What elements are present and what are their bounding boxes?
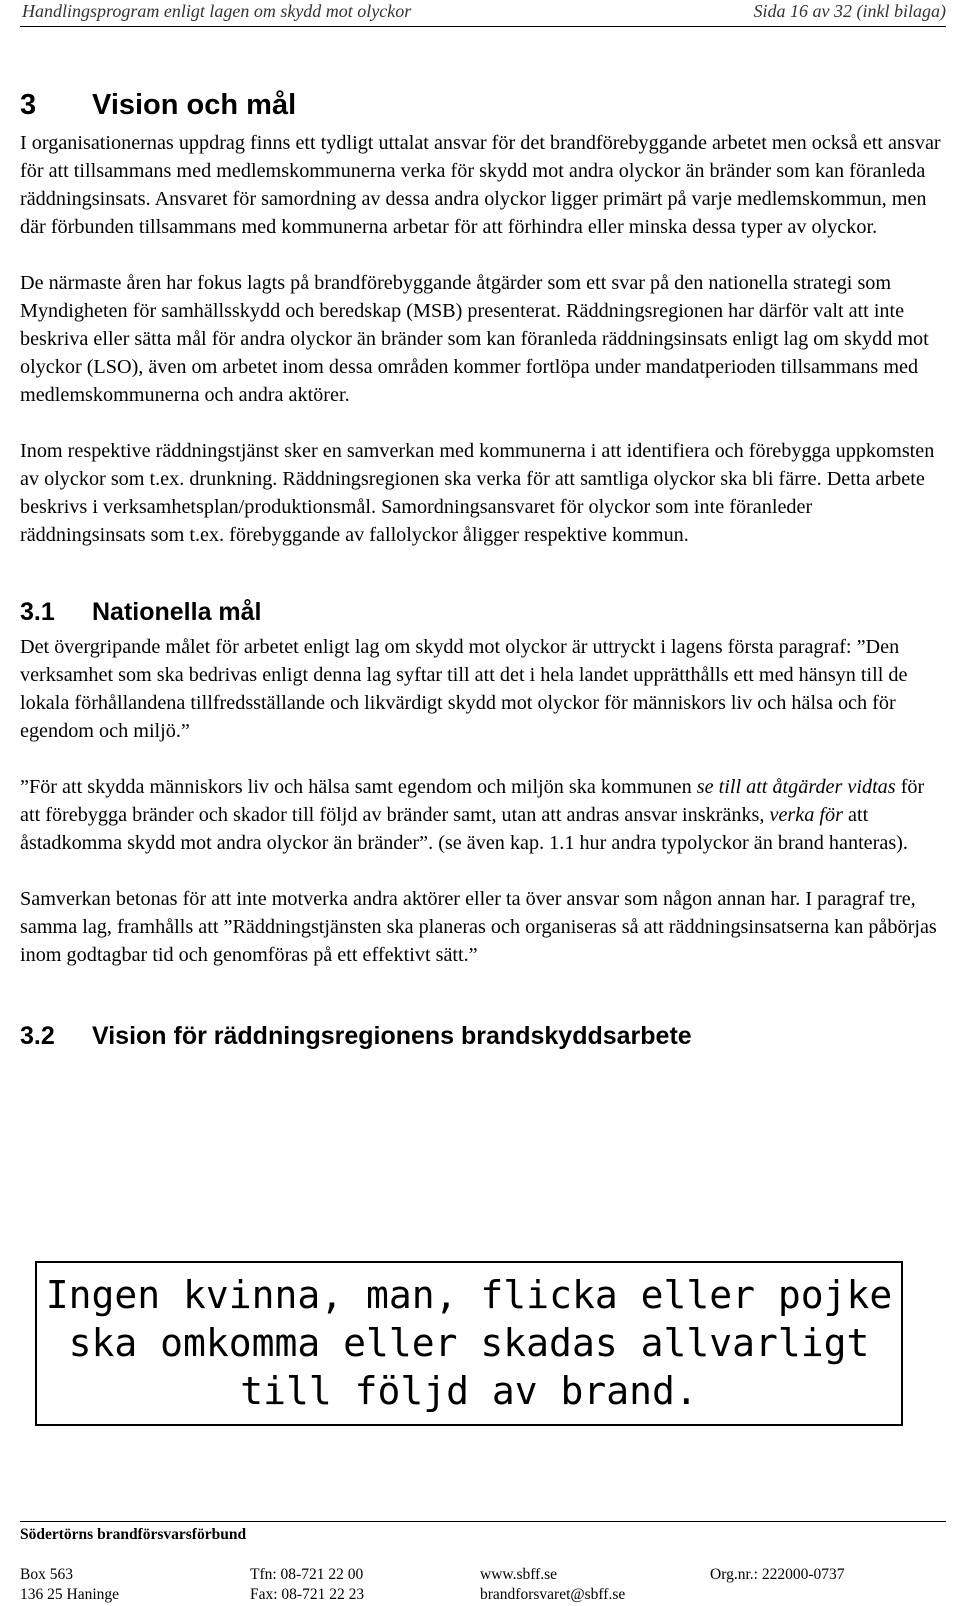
footer-organization: Södertörns brandförsvarsförbund [20, 1526, 247, 1543]
section-3-1-paragraph-1: Det övergripande målet för arbetet enligt lag om skydd mot olyckor är uttryckt i lagens första paragraf: ”Den verksamhet som ska bedrivas enligt denna lag syftar till att det i hela landet upprätthålls ett med hänsyn till de lokala förhållandena tillfredsställande och likvärdigt skydd mot olyckor för människors liv och hälsa och för egendom och miljö.” [20, 635, 908, 742]
footer-fax: Fax: 08-721 22 23 [250, 1586, 365, 1603]
page-content [20, 88, 942, 1051]
page-header [20, 0, 946, 27]
footer-email-link[interactable]: brandforsvaret@sbff.se [480, 1586, 626, 1603]
quote-emphasis-1: se till att åtgärder vidtas [696, 775, 896, 798]
header-document-title: Handlingsprogram enligt lagen om skydd mot olyckor [22, 1, 412, 21]
section-3-1-title: Nationella mål [92, 597, 262, 626]
footer-box: Box 563 [20, 1566, 73, 1583]
section-3-title: Vision och mål [92, 89, 297, 121]
section-3-1-paragraph-2 [20, 773, 942, 857]
header-page-number: Sida 16 av 32 (inkl bilaga) [753, 1, 946, 21]
section-3-paragraph-3: Inom respektive räddningstjänst sker en samverkan med kommunerna i att identifiera och förebygga uppkomsten av olyckor som t.ex. drunkning. Räddningsregionen ska verka för att samtliga olyckor ska bli färre. Detta arbete beskrivs i verksamhetsplan/produktionsmål. Samordningsansvaret för olyckor som inte föranleder räddningsinsats som t.ex. förebyggande av fallolyckor åligger respektive kommun. [20, 439, 935, 546]
section-3-1-number: 3.1 [20, 597, 55, 626]
page-footer [20, 1521, 946, 1606]
section-3-2-title: Vision för räddningsregionens brandskyddsarbete [92, 1021, 692, 1050]
footer-address: 136 25 Haninge [20, 1586, 120, 1603]
footer-phone: Tfn: 08-721 22 00 [250, 1566, 364, 1583]
section-3-1-paragraph-3: Samverkan betonas för att inte motverka andra aktörer eller ta över ansvar som någon annan har. I paragraf tre, samma lag, framhålls att ”Räddningstjänsten ska planeras och organiseras så att räddningsinsatserna kan påbörjas inom godtagbar tid och genomföras på ett effektivt sätt.” [20, 887, 937, 966]
footer-website-link[interactable]: www.sbff.se [480, 1566, 558, 1583]
section-3-2-heading [20, 1021, 942, 1051]
section-3-2-number: 3.2 [20, 1021, 55, 1050]
section-3-paragraph-1: I organisationernas uppdrag finns ett tydligt uttalat ansvar för det brandförebyggande arbetet men också ett ansvar för att tillsammans med medlemskommunerna verka för skydd mot andra olyckor än bränder som kan föranleda räddningsinsats. Ansvaret för samordning av dessa andra olyckor ligger primärt på varje medlemskommun, men där förbunden tillsammans med kommunerna arbetar för att förhindra eller minska dessa typer av olyckor. [20, 131, 941, 238]
vision-statement-box: Ingen kvinna, man, flicka eller pojke ska omkomma eller skadas allvarligt till följd av brand. [35, 1261, 903, 1426]
quote-text-2: för att förebygga bränder och skador till följd av bränder samt, utan att andras ansvar inskränks, [20, 775, 925, 826]
section-3-paragraph-2: De närmaste åren har fokus lagts på brandförebyggande åtgärder som ett svar på den nationella strategi som Myndigheten för samhällsskydd och beredskap (MSB) presenterat. Räddningsregionen har därför valt att inte beskriva eller sätta mål för andra olyckor än bränder som kan föranleda räddningsinsats enligt lag om skydd mot olyckor (LSO), även om arbetet inom dessa områden kommer fortlöpa under mandatperioden tillsammans med medlemskommunerna och andra aktörer. [20, 271, 929, 406]
quote-text-3: att åstadkomma skydd mot andra olyckor än bränder”. (se även kap. 1.1 hur andra typolyckor än brand hanteras). [20, 803, 908, 854]
quote-emphasis-2: verka för [769, 803, 843, 826]
footer-org-number: Org.nr.: 222000-0737 [710, 1566, 845, 1583]
section-3-1-heading [20, 597, 942, 627]
quote-text-1: ”För att skydda människors liv och hälsa samt egendom och miljön ska kommunen [20, 775, 697, 798]
section-3-number: 3 [20, 89, 37, 121]
section-3-heading [20, 88, 942, 123]
